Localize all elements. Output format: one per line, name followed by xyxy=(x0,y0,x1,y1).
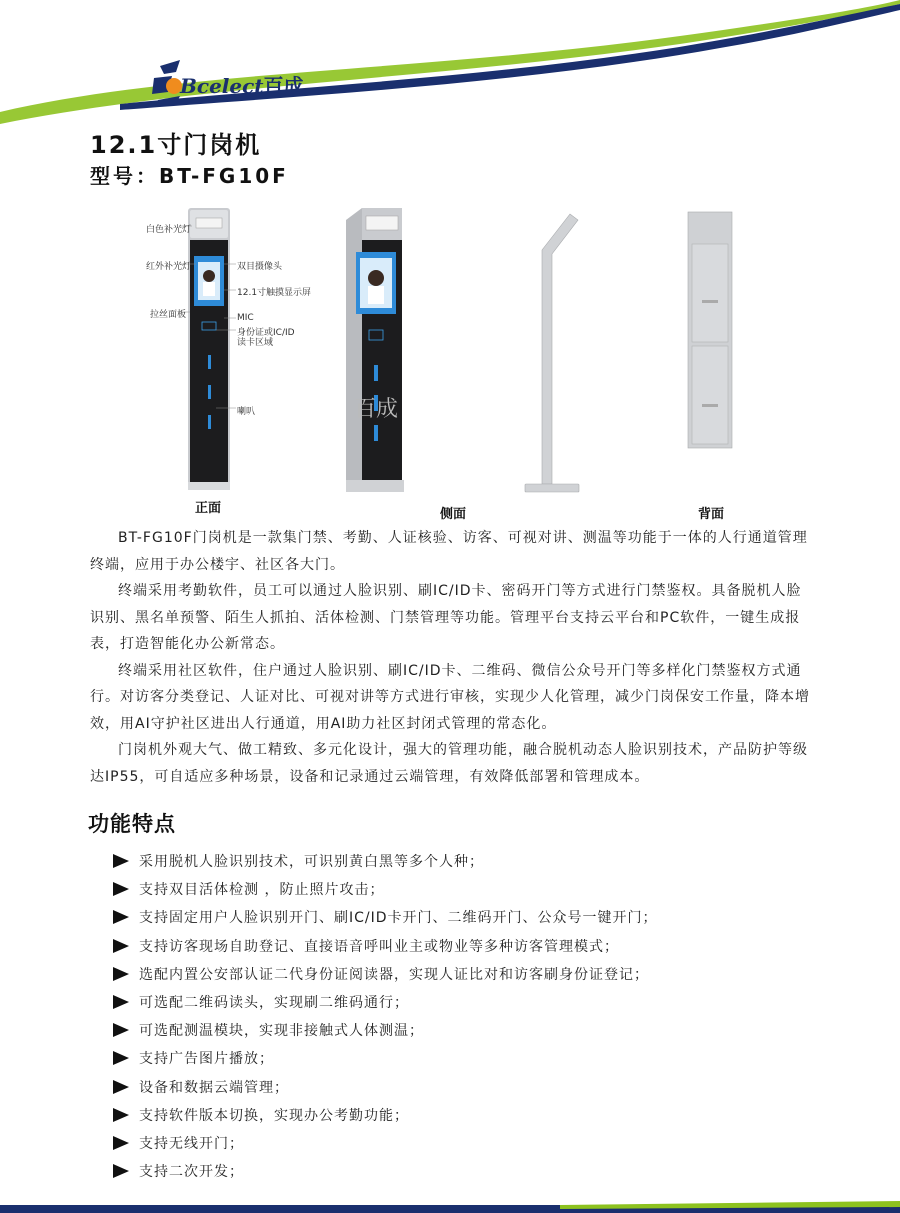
arrow-icon xyxy=(113,1023,129,1037)
side-view-label: 侧面 xyxy=(440,507,467,522)
callout-card-area-2: 读卡区域 xyxy=(237,338,274,348)
feature-item: 支持二次开发； xyxy=(113,1157,658,1185)
feature-item: 支持软件版本切换，实现办公考勤功能； xyxy=(113,1101,658,1129)
arrow-icon xyxy=(113,1080,129,1094)
product-illustration xyxy=(140,200,780,500)
feature-item: 支持访客现场自助登记、直接语音呼叫业主或物业等多种访客管理模式； xyxy=(113,932,658,960)
feature-item: 支持广告图片播放； xyxy=(113,1044,658,1072)
arrow-icon xyxy=(113,854,129,868)
arrow-icon xyxy=(113,1051,129,1065)
description-paragraph: 终端采用考勤软件，员工可以通过人脸识别、刷IC/ID卡、密码开门等方式进行门禁鉴权。具备脱机人脸识别、黑名单预警、陌生人抓拍、活体检测、门禁管理等功能。管理平台支持云平台和PC软件，一键生成报表，打造智能化办公新常态。 xyxy=(90,583,802,652)
callout-dual-camera: 双目摄像头 xyxy=(237,262,283,272)
callout-speaker: 喇叭 xyxy=(237,407,256,417)
description-paragraph: 门岗机外观大气、做工精致、多元化设计，强大的管理功能，融合脱机动态人脸识别技术，产品防护等级达IP55，可自适应多种场景，设备和记录通过云端管理，有效降低部署和管理成本。 xyxy=(90,742,808,785)
header-swoosh xyxy=(0,0,900,130)
arrow-icon xyxy=(113,1164,129,1178)
arrow-icon xyxy=(113,967,129,981)
callout-mic: MIC xyxy=(237,313,254,323)
feature-item: 可选配测温模块，实现非接触式人体测温； xyxy=(113,1016,658,1044)
back-view-label: 背面 xyxy=(698,507,725,522)
callout-brushed-panel: 拉丝面板 xyxy=(150,310,187,320)
arrow-icon xyxy=(113,939,129,953)
front-view-label: 正面 xyxy=(195,501,222,516)
callout-white-light: 白色补光灯 xyxy=(146,225,192,235)
front-view-device xyxy=(180,208,236,490)
back-view-device xyxy=(688,212,732,448)
callout-card-area: 身份证或IC/ID xyxy=(237,328,295,338)
arrow-icon xyxy=(113,910,129,924)
angled-view-device xyxy=(346,208,404,492)
description-paragraph: 终端采用社区软件，住户通过人脸识别、刷IC/ID卡、二维码、微信公众号开门等多样化门禁鉴权方式通行。对访客分类登记、人证对比、可视对讲等方式进行审核，实现少人化管理，减少门岗保安工作量，降本增效，用AI守护社区进出人行通道，用AI助力社区封闭式管理的常态化。 xyxy=(90,662,810,732)
feature-item: 支持固定用户人脸识别开门、刷IC/ID卡开门、二维码开门、公众号一键开门； xyxy=(113,903,658,931)
side-view-device xyxy=(525,214,579,492)
callout-touch-screen: 12.1寸触摸显示屏 xyxy=(237,288,312,298)
features-list xyxy=(113,847,658,1185)
arrow-icon xyxy=(113,882,129,896)
product-description xyxy=(90,525,810,790)
arrow-icon xyxy=(113,1108,129,1122)
feature-item: 支持无线开门； xyxy=(113,1129,658,1157)
product-model: 型号：BT-FG10F xyxy=(90,164,289,188)
feature-item: 采用脱机人脸识别技术，可识别黄白黑等多个人种； xyxy=(113,847,658,875)
arrow-icon xyxy=(113,1136,129,1150)
callout-ir-light: 红外补光灯 xyxy=(146,262,192,272)
description-paragraph: BT-FG10F门岗机是一款集门禁、考勤、人证核验、访客、可视对讲、测温等功能于一体的人行通道管理终端，应用于办公楼宇、社区各大门。 xyxy=(90,530,808,573)
watermark-text: 百成 xyxy=(354,397,399,422)
brand-name: Bcelect百成 xyxy=(180,74,304,98)
feature-item: 设备和数据云端管理； xyxy=(113,1073,658,1101)
product-title: 12.1寸门岗机 xyxy=(90,131,262,159)
feature-item: 可选配二维码读头，实现刷二维码通行； xyxy=(113,988,658,1016)
arrow-icon xyxy=(113,995,129,1009)
footer-bar xyxy=(0,1201,900,1213)
feature-item: 支持双目活体检测 ，防止照片攻击； xyxy=(113,875,658,903)
feature-item: 选配内置公安部认证二代身份证阅读器，实现人证比对和访客刷身份证登记； xyxy=(113,960,658,988)
features-title: 功能特点 xyxy=(88,812,176,836)
